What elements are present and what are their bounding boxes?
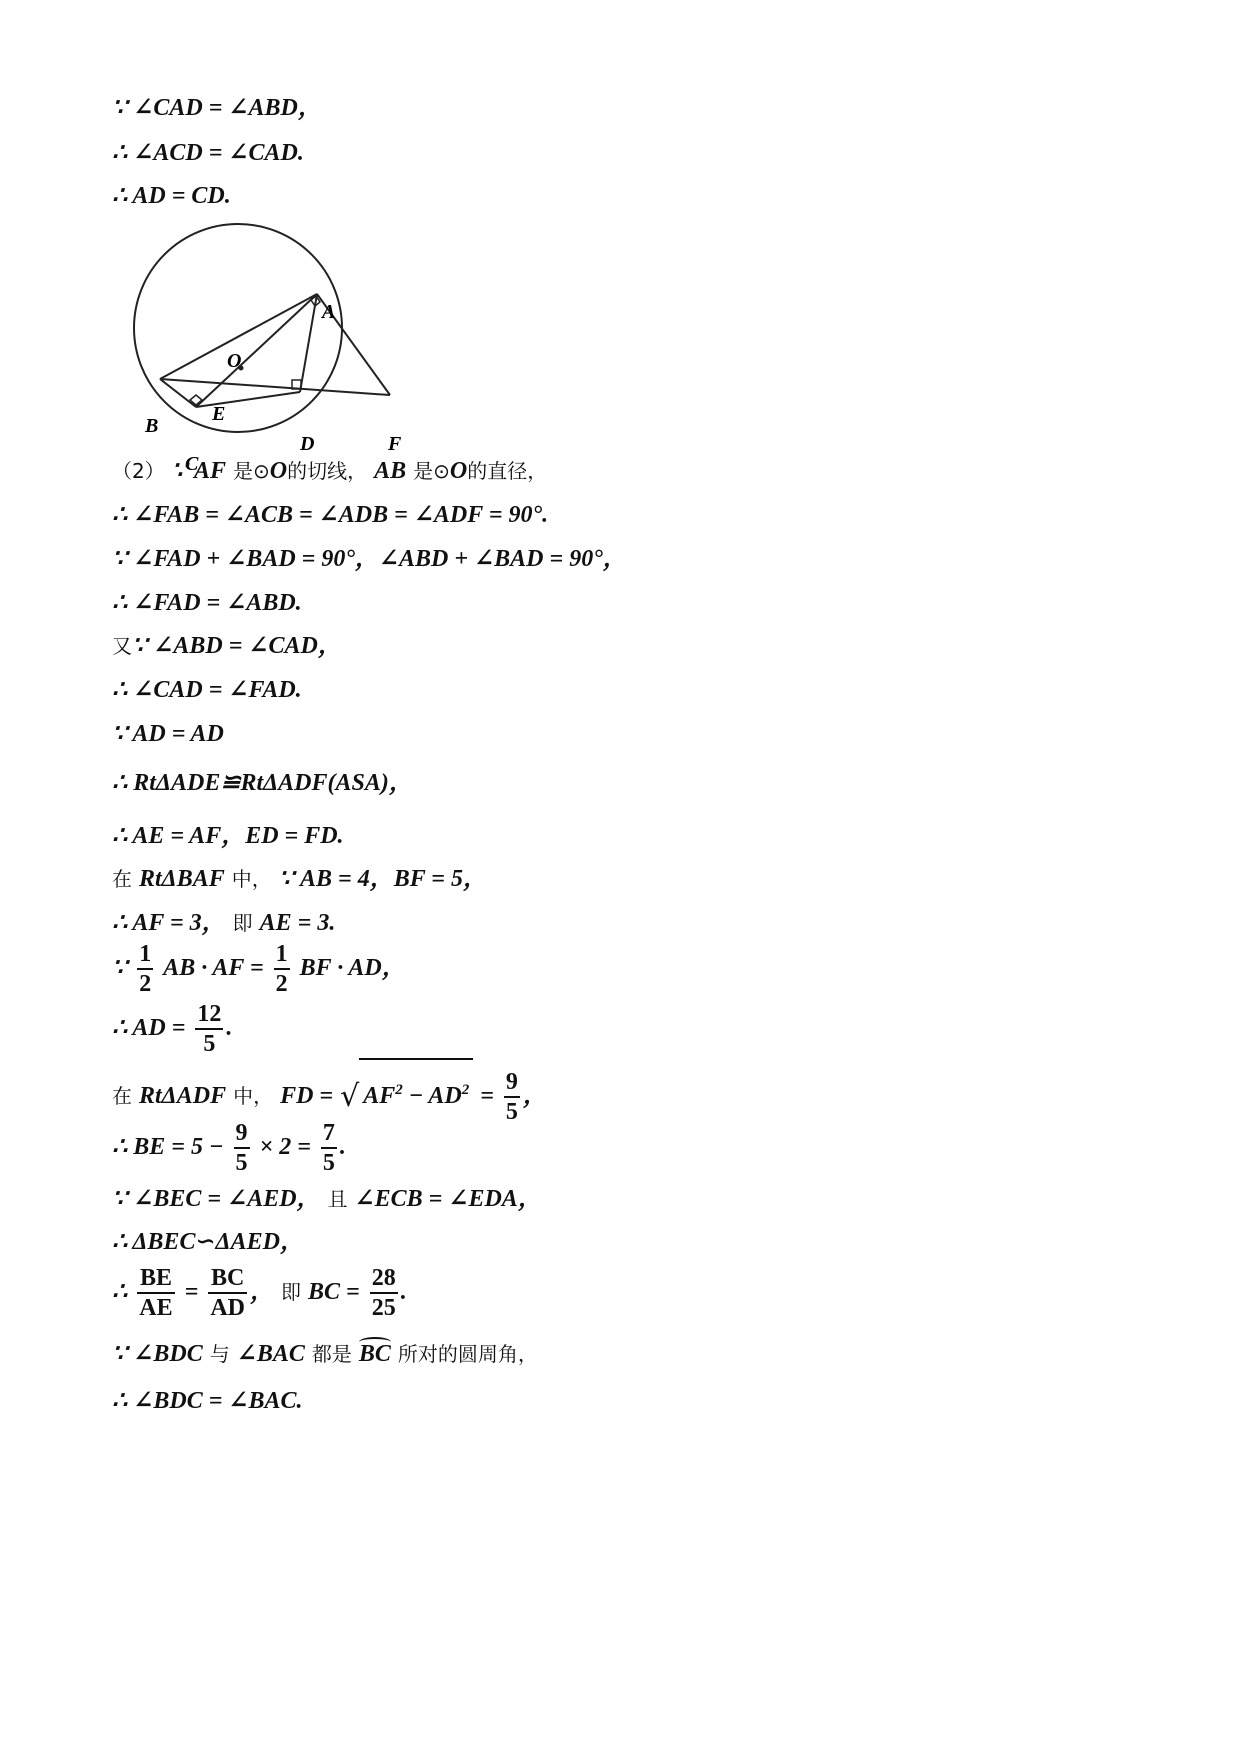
line-12: ∴ AE = AF，ED = FD. bbox=[112, 823, 344, 849]
label-c: C bbox=[185, 453, 199, 475]
line-4: （2） ∵ AF 是⊙O的切线， AB 是⊙O的直径， bbox=[112, 458, 548, 484]
line-1: ∵ ∠CAD = ∠ABD， bbox=[112, 95, 322, 121]
fraction-bc: $\frac{28}{25}$ bbox=[371, 1265, 396, 1321]
fraction-be-ae: $\frac{BE}{AE}$ bbox=[139, 1265, 173, 1321]
line-8: 又∵ ∠ABD = ∠CAD， bbox=[112, 633, 342, 659]
line-5: ∴ ∠FAB = ∠ACB = ∠ADB = ∠ADF = 90°. bbox=[112, 502, 549, 528]
line-19: ∵ ∠BEC = ∠AED， 且 ∠ECB = ∠EDA， bbox=[112, 1186, 542, 1212]
label-f: F bbox=[388, 433, 402, 455]
line-11: ∴ RtΔADE≌RtΔADF(ASA)， bbox=[112, 770, 413, 796]
geometry-figure bbox=[112, 240, 402, 475]
sqrt-expression: √ $AF^2 - AD^2$ bbox=[340, 1058, 473, 1127]
line-15: ∵ $\frac{1}{2}$ AB · AF = $\frac{1}{2}$ BF · AD， bbox=[112, 941, 406, 997]
line-18: ∴ BE = 5 − $\frac{9}{5}$ × 2 = $\frac{7}{5}$ . bbox=[112, 1120, 346, 1176]
label-d: D bbox=[300, 433, 315, 455]
line-16: ∴ AD = $\frac{12}{5}$ . bbox=[112, 1001, 233, 1057]
line-3: ∴ AD = CD. bbox=[112, 183, 231, 209]
line-2: ∴ ∠ACD = ∠CAD. bbox=[112, 140, 304, 166]
line-13: 在 RtΔBAF 中， ∵ AB = 4，BF = 5， bbox=[112, 866, 487, 892]
fraction-fd: $\frac{9}{5}$ bbox=[505, 1069, 518, 1125]
label-o: O bbox=[227, 350, 242, 372]
line-23: ∴ ∠BDC = ∠BAC. bbox=[112, 1388, 303, 1414]
line-20: ∴ ΔBEC∽ΔAED， bbox=[112, 1229, 304, 1255]
part-2-label: （2） bbox=[112, 459, 165, 483]
label-e: E bbox=[212, 403, 226, 425]
line-9: ∴ ∠CAD = ∠FAD. bbox=[112, 677, 302, 703]
arc-bc: BC bbox=[358, 1341, 391, 1367]
fraction-ad: $\frac{12}{5}$ bbox=[197, 1001, 222, 1057]
line-10: ∵ AD = AD bbox=[112, 721, 224, 747]
label-b: B bbox=[145, 415, 159, 437]
line-7: ∴ ∠FAD = ∠ABD. bbox=[112, 590, 302, 616]
fraction-half-2: $\frac{1}{2}$ bbox=[275, 941, 288, 997]
fraction-9-5: $\frac{9}{5}$ bbox=[235, 1120, 248, 1176]
fraction-half-1: $\frac{1}{2}$ bbox=[139, 941, 152, 997]
segment-bf bbox=[160, 379, 390, 395]
line-21: ∴ $\frac{BE}{AE}$ = $\frac{BC}{AD}$ ， 即 BC = $\frac{28}{25}$ . bbox=[112, 1265, 407, 1321]
line-14: ∴ AF = 3， 即 AE = 3. bbox=[112, 910, 336, 936]
line-17: 在 RtΔADF 中， FD = √ $AF^2 - AD^2$ = $\frac{9}{5}$ ， bbox=[112, 1058, 547, 1127]
fraction-bc-ad: $\frac{BC}{AD}$ bbox=[210, 1265, 245, 1321]
line-6: ∵ ∠FAD + ∠BAD = 90°，∠ABD + ∠BAD = 90°， bbox=[112, 546, 627, 572]
fraction-be: $\frac{7}{5}$ bbox=[322, 1120, 335, 1176]
label-a: A bbox=[322, 301, 336, 323]
line-22: ∵ ∠BDC 与 ∠BAC 都是 BC 所对的圆周角， bbox=[112, 1341, 538, 1367]
